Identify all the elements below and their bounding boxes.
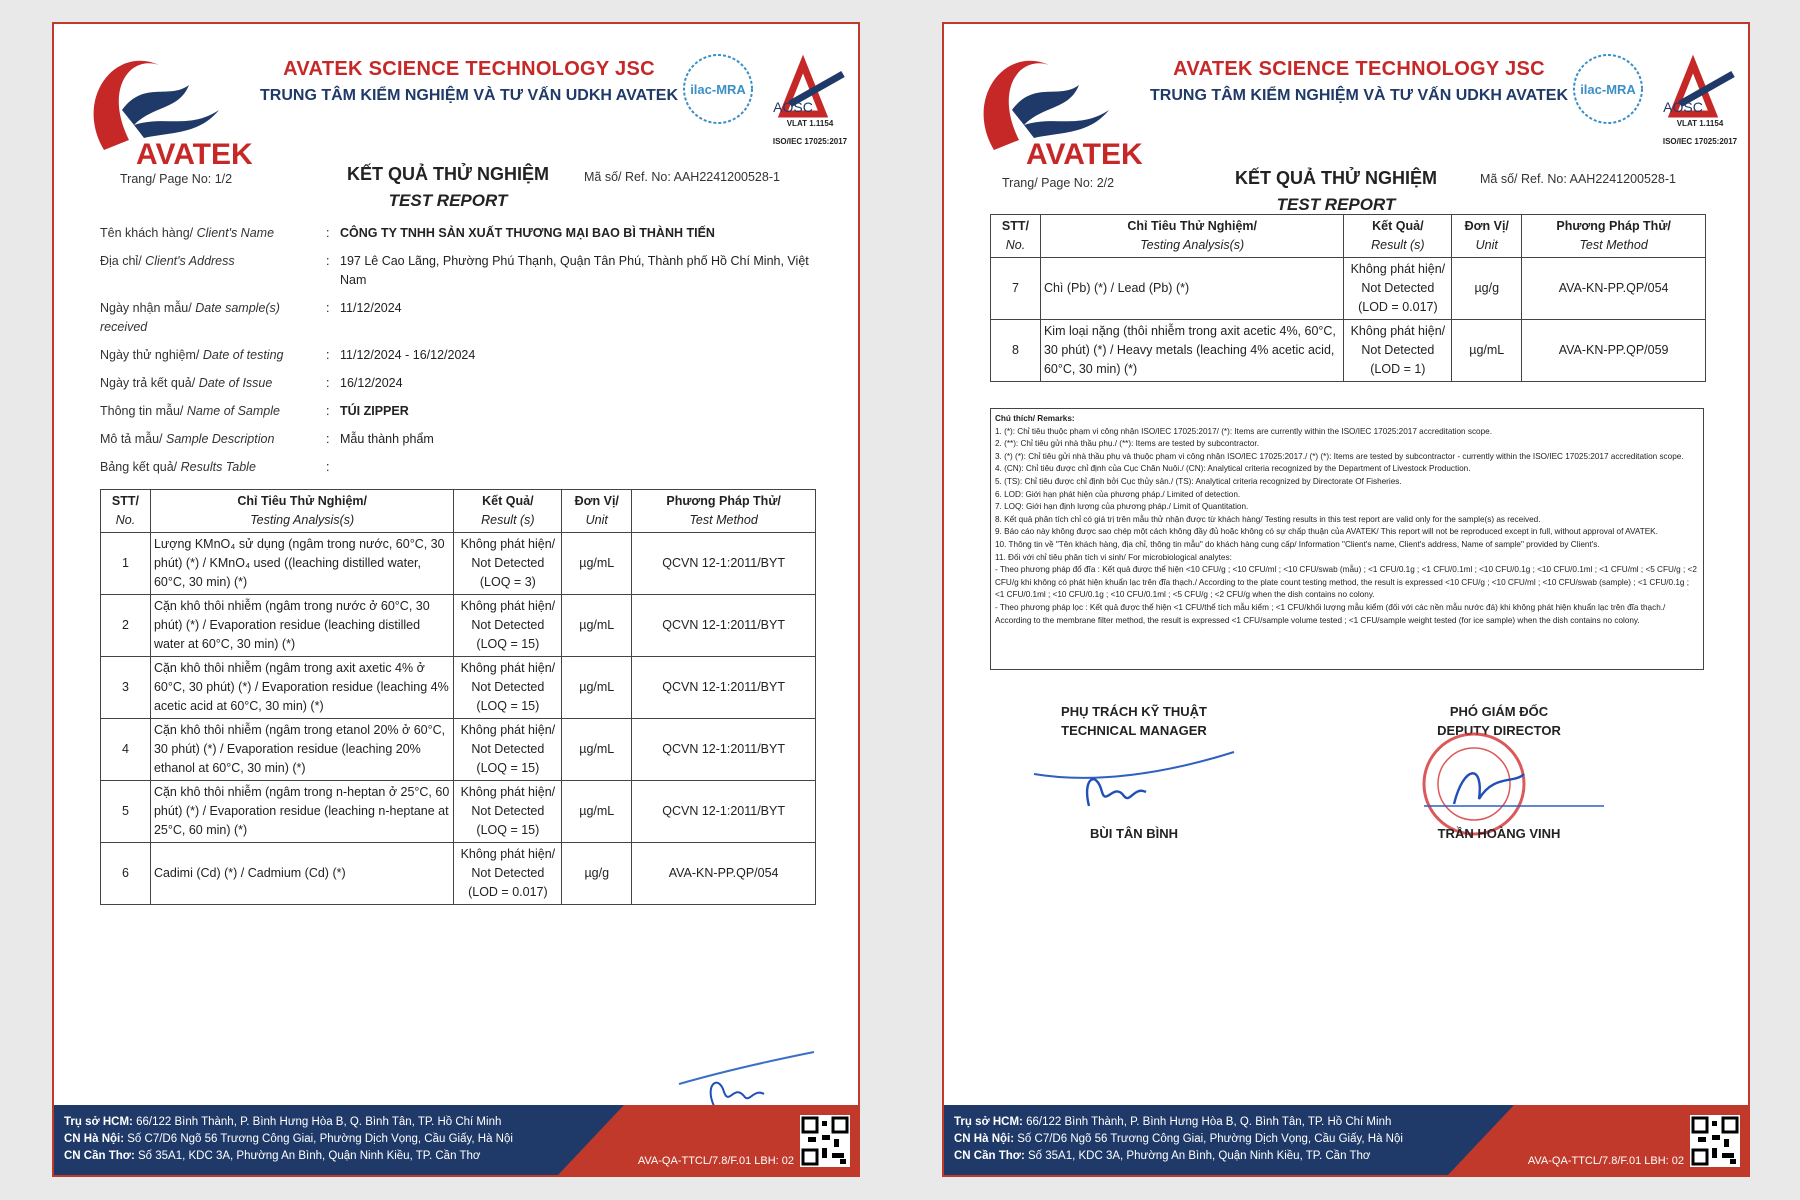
title-en: TEST REPORT — [1276, 195, 1396, 214]
accreditation-logos — [1568, 44, 1738, 154]
sig-left-title-vn: PHỤ TRÁCH KỸ THUẬT — [1061, 704, 1207, 719]
page-footer — [54, 1105, 858, 1175]
signature-technical-manager — [1034, 702, 1234, 843]
table-row: 6 Cadimi (Cd) (*) / Cadmium (Cd) (*) Không phát hiện/ Not Detected (LOD = 0.017) µg/g AVA-KN-PP.QP/054 — [101, 843, 816, 905]
remark-item: 3. (*) (*): Chỉ tiêu gửi nhà thầu phụ và thuộc phạm vi công nhận ISO/IEC 17025:2017./ (*) (*): Items are tested by subcontractor - currently within the ISO/IEC 17025:2017 accreditation scope. — [995, 451, 1684, 461]
initials-signature — [674, 1044, 824, 1114]
page-number: Trang/ Page No: 1/2 — [120, 172, 233, 186]
ilac-mra-text: ilac-MRA — [1580, 82, 1636, 97]
col-unit: Đơn Vị/ Unit — [1452, 215, 1522, 258]
accreditation-logos — [678, 44, 848, 154]
table-row: 2 Cặn khô thôi nhiễm (ngâm trong nước ở 60°C, 30 phút) (*) / Evaporation residue (leaching distilled water at 60°C, 30 min) (*) Không phát hiện/ Not Detected (LOQ = 15) µg/mL QCVN 12-1:2011/BYT — [101, 595, 816, 657]
remark-item: - Theo phương pháp đổ đĩa : Kết quả được thể hiện <10 CFU/g ; <10 CFU/ml ; <10 CFU/swab (mẫu) ; <1 CFU/0.1g ; <1 CFU/0.1ml ; <10 CFU/0.1g ; <10 CFU/0.1ml ; <1 CFU/ml ; <5 CFU/g ; <2 CFU/g khi không có phát hiện khuẩn lạc trên đĩa thạch./ According to the plate count testing method, the result is expressed <10 CFU/g ; <10 CFU/ml ; <10 CFU/swab (sample) ; <1 CFU/0.1g ; <1 CFU/0.1ml ; <10 CFU/0.1g ; <10 CFU/0.1ml ; <5 CFU/g ; <2 CFU/g when the dish contains no colony. — [995, 565, 1697, 600]
sig-left-title-en: TECHNICAL MANAGER — [1061, 723, 1207, 738]
title-en: TEST REPORT — [388, 191, 508, 210]
info-row-sample-name: Thông tin mẫu/ Name of Sample : TÚI ZIPPER — [100, 402, 820, 421]
remark-item: 4. (CN): Chỉ tiêu được chỉ định của Cục Chăn Nuôi./ (CN): Analytical criteria recognized by the Department of Livestock Production. — [995, 464, 1471, 474]
table-header-row — [991, 215, 1706, 258]
info-row-client-name: Tên khách hàng/ Client's Name : CÔNG TY TNHH SẢN XUẤT THƯƠNG MẠI BAO BÌ THÀNH TIẾN — [100, 224, 820, 243]
sig-left-name: BÙI TÂN BÌNH — [1089, 826, 1179, 841]
table-row: 1 Lượng KMnO₄ sử dụng (ngâm trong nước, 60°C, 30 phút) (*) / KMnO₄ used ((leaching distilled water, 60°C, 30 min) (*) Không phát hiện/ Not Detected (LOQ = 3) µg/mL QCVN 12-1:2011/BYT — [101, 533, 816, 595]
remark-item: 1. (*): Chỉ tiêu thuộc phạm vi công nhận ISO/IEC 17025:2017/ (*): Items are currently within the ISO/IEC 17025:2017 accreditation scope. — [995, 426, 1492, 436]
info-row-date-issue: Ngày trả kết quả/ Date of Issue : 16/12/2024 — [100, 374, 820, 393]
vlat-text: VLAT 1.1154 — [786, 119, 834, 128]
reference-number: Mã số/ Ref. No: AAH2241200528-1 — [584, 170, 780, 184]
table-row: 8 Kim loại nặng (thôi nhiễm trong axit acetic 4%, 60°C, 30 phút) (*) / Heavy metals (leaching 4% acetic acid, 60°C, 30 min) (*) Không phát hiện/ Not Detected (LOD = 1) µg/mL AVA-KN-PP.QP/059 — [991, 320, 1706, 382]
aosc-text: AOSC — [1663, 99, 1703, 115]
results-table-page-1 — [100, 489, 816, 905]
company-name-en: AVATEK SCIENCE TECHNOLOGY JSC — [283, 58, 655, 80]
handwritten-signature — [1034, 744, 1234, 824]
report-page-2 — [942, 22, 1750, 1177]
company-header — [234, 58, 704, 105]
table-header-row — [101, 490, 816, 533]
remark-item: 8. Kết quả phân tích chỉ có giá trị trên mẫu thử nhận được từ khách hàng/ Testing results in this test report are valid only for the sample(s) as received. — [995, 514, 1541, 524]
date-testing: 11/12/2024 - 16/12/2024 — [340, 348, 476, 362]
iso-text: ISO/IEC 17025:2017 — [1662, 137, 1738, 146]
table-row: 7 Chì (Pb) (*) / Lead (Pb) (*) Không phát hiện/ Not Detected (LOD = 0.017) µg/g AVA-KN-PP.QP/054 — [991, 258, 1706, 320]
page-number: Trang/ Page No: 2/2 — [1002, 176, 1115, 190]
info-row-sample-description: Mô tả mẫu/ Sample Description : Mẫu thành phẩm — [100, 430, 820, 449]
signature-deputy-director — [1384, 702, 1614, 843]
company-name-en: AVATEK SCIENCE TECHNOLOGY JSC — [1173, 58, 1545, 80]
col-stt: STT/ No. — [991, 215, 1041, 258]
remark-item: 5. (TS): Chỉ tiêu được chỉ định bởi Cục thủy sản./ (TS): Analytical criteria recognized by Directorate Of Fisheries. — [995, 476, 1402, 486]
col-result: Kết Quả/ Result (s) — [454, 490, 562, 533]
sig-right-name: TRẦN HOÀNG VINH — [1437, 826, 1561, 841]
table-row: 4 Cặn khô thôi nhiễm (ngâm trong etanol 20% ở 60°C, 30 phút) (*) / Evaporation residue (leaching 20% ethanol at 60°C, 30 min) (*) Không phát hiện/ Not Detected (LOQ = 15) µg/mL QCVN 12-1:2011/BYT — [101, 719, 816, 781]
page-footer — [944, 1105, 1748, 1175]
report-page-1 — [52, 22, 860, 1177]
table-row: 5 Cặn khô thôi nhiễm (ngâm trong n-heptan ở 25°C, 60 phút) (*) / Evaporation residue (leaching n-heptane at 25°C, 60 min) (*) Không phát hiện/ Not Detected (LOQ = 15) µg/mL QCVN 12-1:2011/BYT — [101, 781, 816, 843]
aosc-text: AOSC — [773, 99, 813, 115]
remark-item: 7. LOQ: Giới hạn định lượng của phương pháp./ Limit of Quantitation. — [995, 502, 1249, 512]
ilac-mra-text: ilac-MRA — [690, 82, 746, 97]
client-info — [100, 224, 820, 486]
col-analysis: Chỉ Tiêu Thử Nghiệm/ Testing Analysis(s) — [1040, 215, 1343, 258]
table-row: 3 Cặn khô thôi nhiễm (ngâm trong axit axetic 4% ở 60°C, 30 phút) (*) / Evaporation residue (leaching 4% acetic acid at 60°C, 30 min) (*) Không phát hiện/ Not Detected (LOQ = 15) µg/mL QCVN 12-1:2011/BYT — [101, 657, 816, 719]
report-title — [1206, 168, 1466, 215]
date-issue: 16/12/2024 — [340, 376, 403, 390]
company-stamp-icon — [1384, 744, 1614, 824]
col-method: Phương Pháp Thử/ Test Method — [632, 490, 816, 533]
sig-right-title-vn: PHÓ GIÁM ĐỐC — [1449, 704, 1549, 719]
remark-item: 10. Thông tin về "Tên khách hàng, địa chỉ, thông tin mẫu" do khách hàng cung cấp/ Information "Client's name, Client's address, Name of sample" provided by Client's. — [995, 539, 1600, 549]
logo-text: AVATEK — [136, 138, 253, 171]
sample-name: TÚI ZIPPER — [340, 404, 409, 418]
client-address: 197 Lê Cao Lãng, Phường Phú Thạnh, Quận Tân Phú, Thành phố Hồ Chí Minh, Việt Nam — [340, 254, 809, 287]
col-result: Kết Quả/ Result (s) — [1344, 215, 1452, 258]
vlat-text: VLAT 1.1154 — [1676, 119, 1724, 128]
client-name: CÔNG TY TNHH SẢN XUẤT THƯƠNG MẠI BAO BÌ THÀNH TIẾN — [340, 226, 715, 240]
footer-addresses: Trụ sở HCM: 66/122 Bình Thành, P. Bình Hưng Hòa B, Q. Bình Tân, TP. Hồ Chí Minh CN Hà Nội: Số C7/D6 Ngõ 56 Trương Công Giai, Phường Dịch Vọng, Cầu Giấy, Hà Nội CN Cần Thơ: Số 35A1, KDC 3A, Phường An Bình, Quận Ninh Kiều, TP. Cần Thơ — [954, 1116, 1403, 1162]
date-received: 11/12/2024 — [340, 301, 402, 315]
report-title — [318, 164, 578, 211]
remarks-box — [990, 408, 1704, 670]
sample-description: Mẫu thành phẩm — [340, 432, 434, 446]
remark-item: 6. LOD: Giới hạn phát hiện của phương pháp./ Limited of detection. — [995, 489, 1241, 499]
company-name-vn: TRUNG TÂM KIỂM NGHIỆM VÀ TƯ VẤN UDKH AVATEK — [1150, 87, 1568, 104]
info-row-results-table: Bảng kết quả/ Results Table : — [100, 460, 330, 474]
remark-item: 2. (**): Chỉ tiêu gửi nhà thầu phụ./ (**): Items are tested by subcontractor. — [995, 439, 1259, 449]
col-unit: Đơn Vị/ Unit — [562, 490, 632, 533]
col-stt: STT/ No. — [101, 490, 151, 533]
qr-code-icon — [1690, 1115, 1740, 1167]
avatek-logo — [74, 40, 253, 171]
remarks-title: Chú thích/ Remarks: — [995, 414, 1075, 423]
info-row-date-received: Ngày nhận mẫu/ Date sample(s) received : 11/12/2024 — [100, 299, 820, 337]
company-name-vn: TRUNG TÂM KIỂM NGHIỆM VÀ TƯ VẤN UDKH AVATEK — [260, 87, 678, 104]
logo-text: AVATEK — [1026, 138, 1143, 171]
col-analysis: Chỉ Tiêu Thử Nghiệm/ Testing Analysis(s) — [150, 490, 453, 533]
title-vn: KẾT QUẢ THỬ NGHIỆM — [347, 164, 549, 184]
footer-addresses: Trụ sở HCM: 66/122 Bình Thành, P. Bình Hưng Hòa B, Q. Bình Tân, TP. Hồ Chí Minh CN Hà Nội: Số C7/D6 Ngõ 56 Trương Công Giai, Phường Dịch Vọng, Cầu Giấy, Hà Nội CN Cần Thơ: Số 35A1, KDC 3A, Phường An Bình, Quận Ninh Kiều, TP. Cần Thơ — [64, 1116, 513, 1162]
remark-item: 11. Đối với chỉ tiêu phân tích vi sinh/ For microbiological analytes: — [995, 552, 1232, 562]
form-code: AVA-QA-TTCL/7.8/F.01 LBH: 02 — [1527, 1155, 1684, 1167]
iso-text: ISO/IEC 17025:2017 — [772, 137, 848, 146]
info-row-client-address: Địa chỉ/ Client's Address : 197 Lê Cao Lãng, Phường Phú Thạnh, Quận Tân Phú, Thành phố Hồ Chí Minh, Việt Nam — [100, 252, 820, 290]
form-code: AVA-QA-TTCL/7.8/F.01 LBH: 02 — [637, 1155, 794, 1167]
title-vn: KẾT QUẢ THỬ NGHIỆM — [1235, 168, 1437, 188]
company-header — [1124, 58, 1594, 105]
reference-number: Mã số/ Ref. No: AAH2241200528-1 — [1480, 172, 1676, 186]
results-table-page-2 — [990, 214, 1706, 382]
avatek-logo — [964, 40, 1143, 171]
sig-right-title-en: DEPUTY DIRECTOR — [1437, 723, 1561, 738]
remark-item: 9. Báo cáo này không được sao chép một cách không đầy đủ hoặc không có sự chấp thuận của AVATEK/ This report will not be reproduced except in full, without approval of AVATEK. — [995, 527, 1658, 537]
col-method: Phương Pháp Thử/ Test Method — [1522, 215, 1706, 258]
info-row-date-testing: Ngày thử nghiệm/ Date of testing : 11/12/2024 - 16/12/2024 — [100, 346, 820, 365]
remark-item: - Theo phương pháp lọc : Kết quả được thể hiện <1 CFU/thể tích mẫu kiểm ; <1 CFU/khối lượng mẫu kiểm (đối với các nền mẫu nước đá) khi không phát hiện khuẩn lạc trên đĩa thạch./ According to the membrane filter method, the result is expressed <1 CFU/sample volume tested ; <1 CFU/sample weight tested (for ice sample) when the dish contains no colony. — [995, 602, 1666, 625]
qr-code-icon — [800, 1115, 850, 1167]
